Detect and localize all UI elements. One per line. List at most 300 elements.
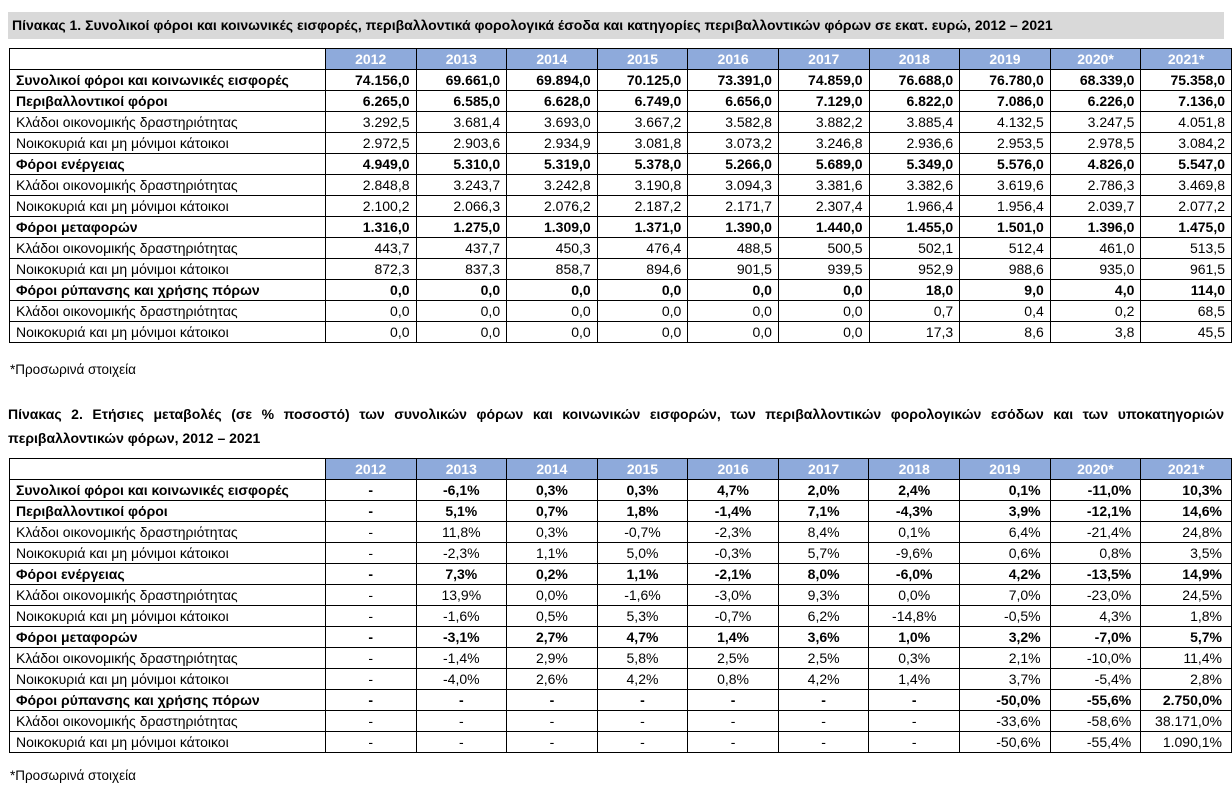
cell-value: 6.265,0 — [325, 91, 416, 112]
table-row — [10, 322, 1232, 343]
cell-value: 3,2% — [960, 627, 1051, 648]
cell-value: 0,0 — [416, 301, 507, 322]
cell-value: 3.242,8 — [507, 175, 598, 196]
cell-value: 1.440,0 — [778, 217, 869, 238]
cell-value: 7,3% — [416, 564, 507, 585]
cell-value: - — [597, 711, 688, 732]
cell-value: 1.275,0 — [416, 217, 507, 238]
cell-value: 2.187,2 — [597, 196, 688, 217]
table2-year-header: 2015 — [597, 459, 688, 480]
cell-value: -1,4% — [416, 648, 507, 669]
cell-value: -11,0% — [1050, 480, 1141, 501]
cell-value: 4.051,8 — [1141, 112, 1232, 133]
cell-value: 3,7% — [960, 669, 1051, 690]
row-label: Περιβαλλοντικοί φόροι — [10, 91, 326, 112]
cell-value: 935,0 — [1050, 259, 1141, 280]
cell-value: 2.936,6 — [869, 133, 960, 154]
cell-value: 3,8 — [1050, 322, 1141, 343]
cell-value: 0,7% — [507, 501, 598, 522]
table-row — [10, 91, 1232, 112]
row-label: Κλάδοι οικονομικής δραστηριότητας — [10, 301, 326, 322]
cell-value: 2.786,3 — [1050, 175, 1141, 196]
cell-value: -6,1% — [416, 480, 507, 501]
table-row — [10, 564, 1232, 585]
cell-value: 4.949,0 — [325, 154, 416, 175]
table-row — [10, 301, 1232, 322]
cell-value: 5.689,0 — [778, 154, 869, 175]
cell-value: 1,1% — [597, 564, 688, 585]
cell-value: 2.953,5 — [960, 133, 1051, 154]
cell-value: 74.156,0 — [325, 70, 416, 91]
cell-value: 858,7 — [507, 259, 598, 280]
cell-value: 6.749,0 — [597, 91, 688, 112]
cell-value: -3,1% — [416, 627, 507, 648]
row-label: Συνολικοί φόροι και κοινωνικές εισφορές — [10, 70, 326, 91]
cell-value: 1.371,0 — [597, 217, 688, 238]
cell-value: 0,2 — [1050, 301, 1141, 322]
table1-year-header: 2020* — [1050, 49, 1141, 70]
cell-value: 3.084,2 — [1141, 133, 1232, 154]
cell-value: 8,0% — [778, 564, 869, 585]
cell-value: 8,4% — [778, 522, 869, 543]
cell-value: 2.076,2 — [507, 196, 598, 217]
cell-value: 1.090,1% — [1141, 732, 1232, 753]
table-row — [10, 280, 1232, 301]
cell-value: 1,1% — [507, 543, 598, 564]
cell-value: 3.681,4 — [416, 112, 507, 133]
table1-year-header: 2015 — [597, 49, 688, 70]
cell-value: 4,0 — [1050, 280, 1141, 301]
cell-value: 5.378,0 — [597, 154, 688, 175]
cell-value: - — [325, 627, 416, 648]
table1-year-header: 2016 — [688, 49, 779, 70]
cell-value: 0,0 — [416, 280, 507, 301]
cell-value: 69.894,0 — [507, 70, 598, 91]
row-label: Νοικοκυριά και μη μόνιμοι κάτοικοι — [10, 732, 326, 753]
cell-value: 3.381,6 — [778, 175, 869, 196]
cell-value: -1,4% — [688, 501, 779, 522]
cell-value: 0,0 — [325, 280, 416, 301]
cell-value: -7,0% — [1050, 627, 1141, 648]
cell-value: 75.358,0 — [1141, 70, 1232, 91]
cell-value: 2.934,9 — [507, 133, 598, 154]
cell-value: - — [507, 711, 598, 732]
cell-value: 3.081,8 — [597, 133, 688, 154]
cell-value: 11,4% — [1141, 648, 1232, 669]
cell-value: 5,7% — [778, 543, 869, 564]
table-row — [10, 133, 1232, 154]
cell-value: 901,5 — [688, 259, 779, 280]
cell-value: 2,5% — [778, 648, 869, 669]
cell-value: 0,0 — [778, 322, 869, 343]
cell-value: 1.316,0 — [325, 217, 416, 238]
table-row — [10, 238, 1232, 259]
cell-value: 10,3% — [1141, 480, 1232, 501]
cell-value: 2,0% — [778, 480, 869, 501]
cell-value: 0,5% — [507, 606, 598, 627]
cell-value: 5,3% — [597, 606, 688, 627]
cell-value: -5,4% — [1050, 669, 1141, 690]
cell-value: 1,4% — [869, 669, 960, 690]
cell-value: 24,8% — [1141, 522, 1232, 543]
table2-year-header: 2020* — [1050, 459, 1141, 480]
cell-value: -50,6% — [960, 732, 1051, 753]
cell-value: 3,6% — [778, 627, 869, 648]
cell-value: 3.243,7 — [416, 175, 507, 196]
cell-value: 0,0 — [507, 322, 598, 343]
cell-value: -0,7% — [688, 606, 779, 627]
cell-value: - — [778, 732, 869, 753]
cell-value: 73.391,0 — [688, 70, 779, 91]
cell-value: 4.132,5 — [960, 112, 1051, 133]
cell-value: 14,9% — [1141, 564, 1232, 585]
table2-footnote: *Προσωρινά στοιχεία — [10, 768, 136, 783]
cell-value: -3,0% — [688, 585, 779, 606]
cell-value: 2,6% — [507, 669, 598, 690]
cell-value: 6.822,0 — [869, 91, 960, 112]
cell-value: 0,0 — [688, 322, 779, 343]
table-row — [10, 711, 1232, 732]
cell-value: 2.077,2 — [1141, 196, 1232, 217]
cell-value: 0,0 — [507, 280, 598, 301]
cell-value: - — [325, 501, 416, 522]
cell-value: - — [869, 732, 960, 753]
cell-value: 1,4% — [688, 627, 779, 648]
table1-year-header: 2013 — [416, 49, 507, 70]
cell-value: 5,8% — [597, 648, 688, 669]
cell-value: 3.469,8 — [1141, 175, 1232, 196]
cell-value: -50,0% — [960, 690, 1051, 711]
cell-value: 488,5 — [688, 238, 779, 259]
table2-year-header: 2017 — [778, 459, 869, 480]
cell-value: 1.956,4 — [960, 196, 1051, 217]
cell-value: 1,8% — [1141, 606, 1232, 627]
cell-value: 5.319,0 — [507, 154, 598, 175]
cell-value: 6.628,0 — [507, 91, 598, 112]
cell-value: 13,9% — [416, 585, 507, 606]
cell-value: 2,9% — [507, 648, 598, 669]
cell-value: 0,3% — [507, 522, 598, 543]
cell-value: 5,1% — [416, 501, 507, 522]
table-row — [10, 606, 1232, 627]
cell-value: 0,0% — [869, 585, 960, 606]
row-label: Κλάδοι οικονομικής δραστηριότητας — [10, 648, 326, 669]
cell-value: -0,5% — [960, 606, 1051, 627]
cell-value: 5.310,0 — [416, 154, 507, 175]
cell-value: 5.547,0 — [1141, 154, 1232, 175]
cell-value: 894,6 — [597, 259, 688, 280]
cell-value: - — [325, 564, 416, 585]
cell-value: 2.848,8 — [325, 175, 416, 196]
table-row — [10, 175, 1232, 196]
cell-value: 2.972,5 — [325, 133, 416, 154]
cell-value: 38.171,0% — [1141, 711, 1232, 732]
cell-value: 2,7% — [507, 627, 598, 648]
cell-value: 1.455,0 — [869, 217, 960, 238]
table-row — [10, 70, 1232, 91]
table2-year-header: 2014 — [507, 459, 598, 480]
cell-value: 0,0 — [597, 280, 688, 301]
cell-value: -2,1% — [688, 564, 779, 585]
cell-value: - — [325, 732, 416, 753]
cell-value: -13,5% — [1050, 564, 1141, 585]
cell-value: 1.501,0 — [960, 217, 1051, 238]
table-row — [10, 543, 1232, 564]
row-label: Φόροι ενέργειας — [10, 564, 326, 585]
cell-value: 7,1% — [778, 501, 869, 522]
cell-value: - — [416, 711, 507, 732]
cell-value: 7.129,0 — [778, 91, 869, 112]
cell-value: - — [507, 732, 598, 753]
table1-year-header: 2021* — [1141, 49, 1232, 70]
cell-value: 0,1% — [960, 480, 1051, 501]
cell-value: - — [416, 690, 507, 711]
cell-value: 76.780,0 — [960, 70, 1051, 91]
cell-value: -9,6% — [869, 543, 960, 564]
cell-value: 1.475,0 — [1141, 217, 1232, 238]
cell-value: 9,3% — [778, 585, 869, 606]
cell-value: 0,0 — [507, 301, 598, 322]
cell-value: 6.226,0 — [1050, 91, 1141, 112]
cell-value: -6,0% — [869, 564, 960, 585]
table-row — [10, 217, 1232, 238]
table-row — [10, 154, 1232, 175]
cell-value: 513,5 — [1141, 238, 1232, 259]
cell-value: 461,0 — [1050, 238, 1141, 259]
table2-year-header: 2019 — [960, 459, 1051, 480]
cell-value: -55,4% — [1050, 732, 1141, 753]
cell-value: 1,8% — [597, 501, 688, 522]
cell-value: 2.066,3 — [416, 196, 507, 217]
cell-value: 961,5 — [1141, 259, 1232, 280]
cell-value: - — [597, 690, 688, 711]
cell-value: 3.190,8 — [597, 175, 688, 196]
cell-value: -4,3% — [869, 501, 960, 522]
cell-value: - — [325, 606, 416, 627]
cell-value: 0,0% — [507, 585, 598, 606]
table-row — [10, 585, 1232, 606]
cell-value: 1,0% — [869, 627, 960, 648]
row-label: Φόροι ενέργειας — [10, 154, 326, 175]
cell-value: 0,8% — [1050, 543, 1141, 564]
cell-value: 6,2% — [778, 606, 869, 627]
cell-value: 4,2% — [597, 669, 688, 690]
cell-value: 6.656,0 — [688, 91, 779, 112]
cell-value: 0,0 — [597, 322, 688, 343]
cell-value: -21,4% — [1050, 522, 1141, 543]
cell-value: 76.688,0 — [869, 70, 960, 91]
cell-value: 45,5 — [1141, 322, 1232, 343]
table2 — [9, 458, 1232, 753]
cell-value: 74.859,0 — [778, 70, 869, 91]
cell-value: - — [688, 732, 779, 753]
cell-value: 0,1% — [869, 522, 960, 543]
cell-value: 7.086,0 — [960, 91, 1051, 112]
table-row — [10, 112, 1232, 133]
row-label: Κλάδοι οικονομικής δραστηριότητας — [10, 112, 326, 133]
cell-value: -2,3% — [416, 543, 507, 564]
cell-value: 6.585,0 — [416, 91, 507, 112]
cell-value: 3.582,8 — [688, 112, 779, 133]
cell-value: 6,4% — [960, 522, 1051, 543]
table1-header-row — [10, 49, 1232, 70]
cell-value: 443,7 — [325, 238, 416, 259]
cell-value: - — [778, 690, 869, 711]
table1-footnote: *Προσωρινά στοιχεία — [10, 362, 136, 377]
row-label: Νοικοκυριά και μη μόνιμοι κάτοικοι — [10, 606, 326, 627]
cell-value: 18,0 — [869, 280, 960, 301]
row-label: Νοικοκυριά και μη μόνιμοι κάτοικοι — [10, 543, 326, 564]
cell-value: 1.309,0 — [507, 217, 598, 238]
table2-year-header: 2018 — [869, 459, 960, 480]
cell-value: 0,0 — [597, 301, 688, 322]
cell-value: 3.073,2 — [688, 133, 779, 154]
cell-value: 14,6% — [1141, 501, 1232, 522]
cell-value: -2,3% — [688, 522, 779, 543]
cell-value: - — [325, 522, 416, 543]
cell-value: 837,3 — [416, 259, 507, 280]
cell-value: 3.667,2 — [597, 112, 688, 133]
table-row — [10, 501, 1232, 522]
table2-year-header: 2021* — [1141, 459, 1232, 480]
table1-year-header: 2017 — [778, 49, 869, 70]
cell-value: 0,8% — [688, 669, 779, 690]
row-label: Κλάδοι οικονομικής δραστηριότητας — [10, 585, 326, 606]
cell-value: 2.100,2 — [325, 196, 416, 217]
cell-value: 69.661,0 — [416, 70, 507, 91]
cell-value: 2.039,7 — [1050, 196, 1141, 217]
cell-value: -10,0% — [1050, 648, 1141, 669]
cell-value: 17,3 — [869, 322, 960, 343]
cell-value: 7,0% — [960, 585, 1051, 606]
cell-value: 0,0 — [778, 301, 869, 322]
row-label: Κλάδοι οικονομικής δραστηριότητας — [10, 238, 326, 259]
cell-value: 70.125,0 — [597, 70, 688, 91]
row-label: Κλάδοι οικονομικής δραστηριότητας — [10, 522, 326, 543]
cell-value: 5.266,0 — [688, 154, 779, 175]
cell-value: - — [325, 480, 416, 501]
cell-value: - — [869, 711, 960, 732]
cell-value: - — [416, 732, 507, 753]
cell-value: - — [688, 690, 779, 711]
cell-value: -0,3% — [688, 543, 779, 564]
table1-year-header: 2019 — [960, 49, 1051, 70]
cell-value: 872,3 — [325, 259, 416, 280]
cell-value: - — [869, 690, 960, 711]
row-label: Νοικοκυριά και μη μόνιμοι κάτοικοι — [10, 669, 326, 690]
cell-value: 952,9 — [869, 259, 960, 280]
cell-value: 0,0 — [778, 280, 869, 301]
table-row — [10, 196, 1232, 217]
table2-header-row — [10, 459, 1232, 480]
cell-value: 1.390,0 — [688, 217, 779, 238]
cell-value: 0,3% — [507, 480, 598, 501]
cell-value: 2,4% — [869, 480, 960, 501]
table1-header-corner — [10, 49, 326, 70]
cell-value: 0,3% — [597, 480, 688, 501]
cell-value: 4,7% — [597, 627, 688, 648]
cell-value: 4,2% — [778, 669, 869, 690]
cell-value: - — [325, 543, 416, 564]
table1-title: Πίνακας 1. Συνολικοί φόροι και κοινωνικές εισφορές, περιβαλλοντικά φορολογικά έσοδα και κατηγορίες περιβαλλοντικών φόρων σε εκατ. ευρώ, 2012 – 2021 — [8, 12, 1224, 39]
cell-value: - — [325, 585, 416, 606]
cell-value: 450,3 — [507, 238, 598, 259]
cell-value: 502,1 — [869, 238, 960, 259]
row-label: Συνολικοί φόροι και κοινωνικές εισφορές — [10, 480, 326, 501]
table1 — [9, 48, 1232, 343]
table1-year-header: 2014 — [507, 49, 598, 70]
cell-value: 2.978,5 — [1050, 133, 1141, 154]
cell-value: 114,0 — [1141, 280, 1232, 301]
table-row — [10, 522, 1232, 543]
cell-value: 1.966,4 — [869, 196, 960, 217]
row-label: Φόροι ρύπανσης και χρήσης πόρων — [10, 280, 326, 301]
cell-value: -1,6% — [597, 585, 688, 606]
cell-value: 2.171,7 — [688, 196, 779, 217]
cell-value: - — [688, 711, 779, 732]
cell-value: 0,0 — [688, 301, 779, 322]
cell-value: - — [597, 732, 688, 753]
cell-value: 4,2% — [960, 564, 1051, 585]
table-row — [10, 732, 1232, 753]
table2-year-header: 2013 — [416, 459, 507, 480]
cell-value: 437,7 — [416, 238, 507, 259]
cell-value: 0,0 — [688, 280, 779, 301]
table-row — [10, 669, 1232, 690]
table-row — [10, 648, 1232, 669]
cell-value: - — [325, 669, 416, 690]
cell-value: 3.382,6 — [869, 175, 960, 196]
cell-value: 7.136,0 — [1141, 91, 1232, 112]
cell-value: 4,3% — [1050, 606, 1141, 627]
cell-value: 11,8% — [416, 522, 507, 543]
row-label: Φόροι μεταφορών — [10, 217, 326, 238]
cell-value: 2.903,6 — [416, 133, 507, 154]
cell-value: 2.750,0% — [1141, 690, 1232, 711]
cell-value: 0,6% — [960, 543, 1051, 564]
cell-value: 5.349,0 — [869, 154, 960, 175]
cell-value: 3.882,2 — [778, 112, 869, 133]
table-row — [10, 259, 1232, 280]
cell-value: 3,9% — [960, 501, 1051, 522]
cell-value: 68,5 — [1141, 301, 1232, 322]
row-label: Κλάδοι οικονομικής δραστηριότητας — [10, 711, 326, 732]
row-label: Νοικοκυριά και μη μόνιμοι κάτοικοι — [10, 322, 326, 343]
row-label: Φόροι ρύπανσης και χρήσης πόρων — [10, 690, 326, 711]
cell-value: 3.693,0 — [507, 112, 598, 133]
cell-value: 512,4 — [960, 238, 1051, 259]
cell-value: 4,7% — [688, 480, 779, 501]
cell-value: 4.826,0 — [1050, 154, 1141, 175]
table2-header-corner — [10, 459, 326, 480]
cell-value: -0,7% — [597, 522, 688, 543]
cell-value: 3.885,4 — [869, 112, 960, 133]
cell-value: - — [325, 690, 416, 711]
cell-value: 500,5 — [778, 238, 869, 259]
cell-value: - — [778, 711, 869, 732]
cell-value: 3.619,6 — [960, 175, 1051, 196]
cell-value: - — [325, 648, 416, 669]
cell-value: 5,0% — [597, 543, 688, 564]
cell-value: 0,7 — [869, 301, 960, 322]
cell-value: 0,0 — [416, 322, 507, 343]
cell-value: 3,5% — [1141, 543, 1232, 564]
cell-value: 0,4 — [960, 301, 1051, 322]
cell-value: 0,0 — [325, 322, 416, 343]
cell-value: 0,2% — [507, 564, 598, 585]
cell-value: 5,7% — [1141, 627, 1232, 648]
row-label: Φόροι μεταφορών — [10, 627, 326, 648]
